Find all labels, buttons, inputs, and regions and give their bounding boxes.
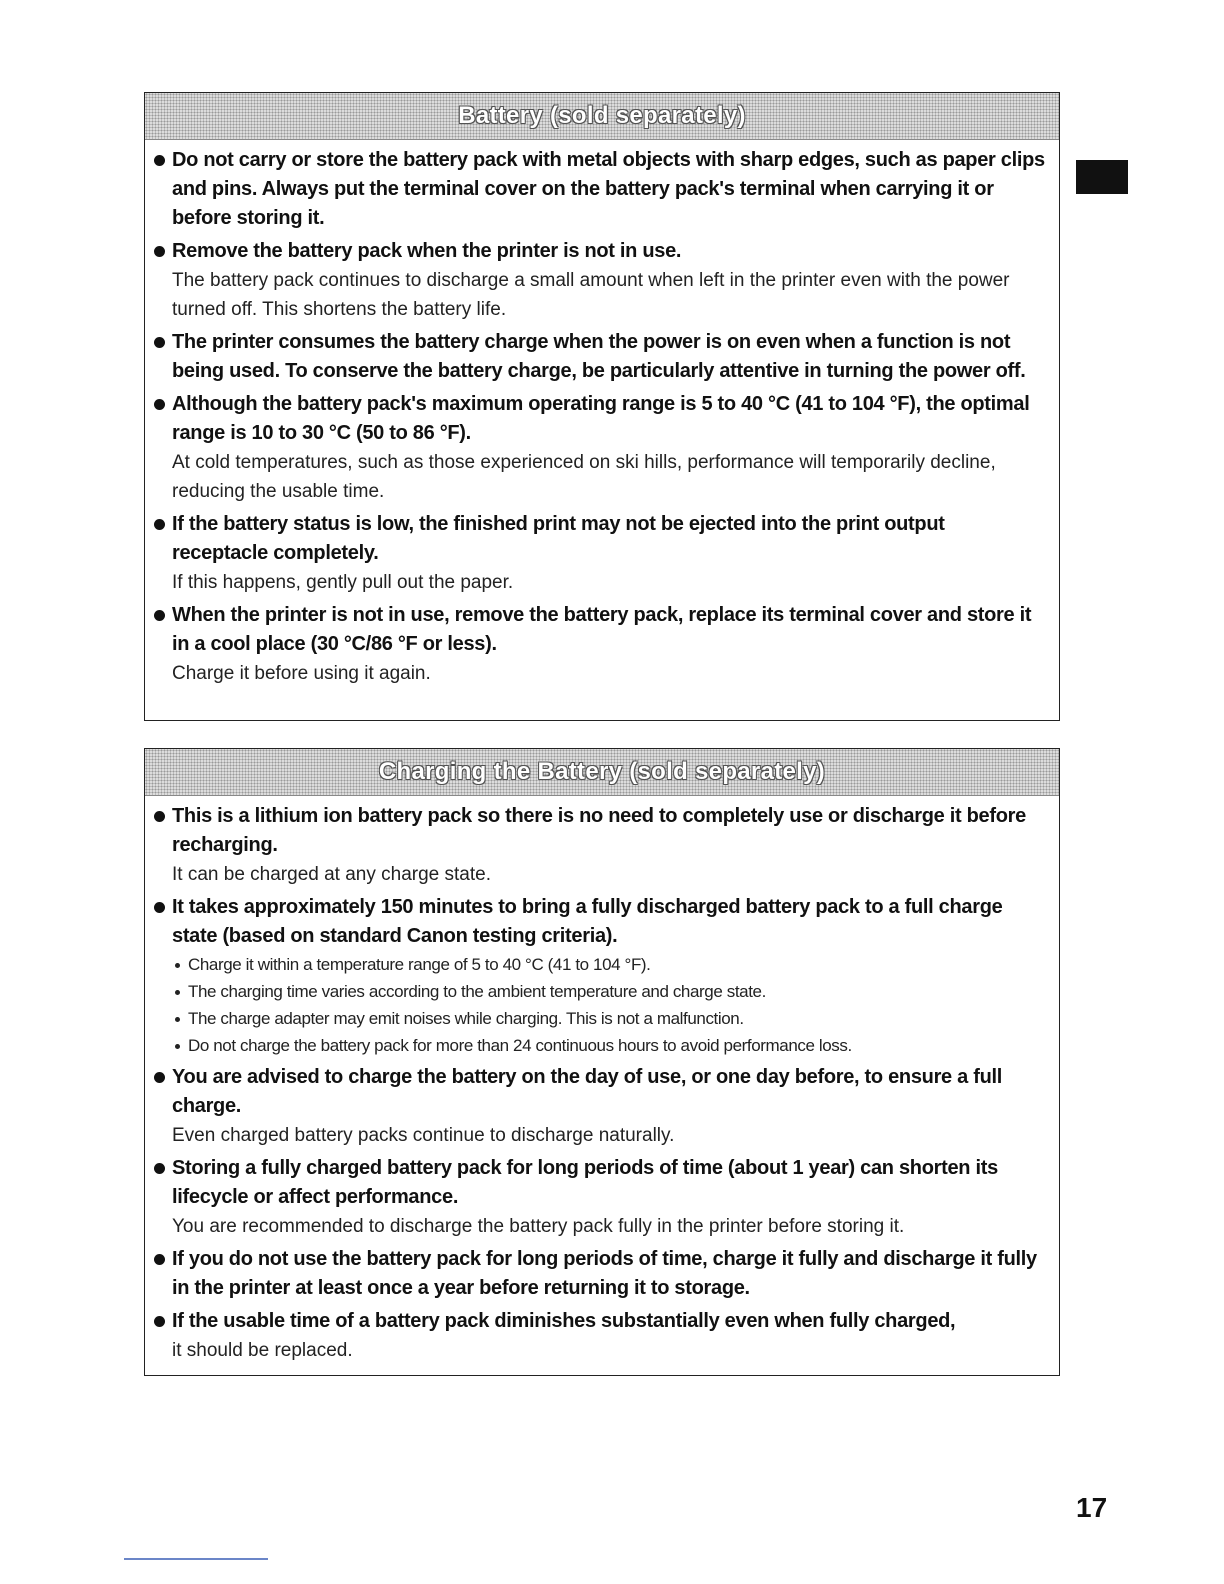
item-title: If you do not use the battery pack for long periods of time, charge it fully and discharge it fully in the printer at least once a year before returning it to storage. xyxy=(172,1248,1037,1299)
list-item xyxy=(151,237,1045,324)
sub-list-item xyxy=(172,1005,1045,1032)
item-title: It takes approximately 150 minutes to bring a fully discharged battery pack to a full charge state (based on standard Canon testing criteria). xyxy=(172,896,1003,947)
list-item xyxy=(151,390,1045,506)
charging-item-list xyxy=(145,796,1059,1365)
item-title: Do not carry or store the battery pack with metal objects with sharp edges, such as paper clips and pins. Always put the terminal cover on the battery pack's terminal when carrying it or before storing it. xyxy=(172,149,1045,229)
charging-section-header xyxy=(145,749,1059,796)
list-item xyxy=(151,1063,1045,1150)
small-bullet-icon xyxy=(175,1044,180,1049)
item-title: This is a lithium ion battery pack so there is no need to completely use or discharge it before recharging. xyxy=(172,805,1026,856)
item-body: The battery pack continues to discharge a small amount when left in the printer even with the power turned off. This shortens the battery life. xyxy=(172,270,1010,320)
list-item xyxy=(151,893,1045,1059)
list-item xyxy=(151,1154,1045,1241)
list-item xyxy=(151,328,1045,386)
item-title: Remove the battery pack when the printer is not in use. xyxy=(172,240,682,262)
footer-rule xyxy=(124,1558,268,1560)
list-item xyxy=(151,1245,1045,1303)
item-body: At cold temperatures, such as those experienced on ski hills, performance will temporarily decline, reducing the usable time. xyxy=(172,452,996,502)
battery-section-title: Battery (sold separately) xyxy=(458,102,746,129)
small-bullet-icon xyxy=(175,963,180,968)
list-item xyxy=(151,510,1045,597)
item-body: If this happens, gently pull out the paper. xyxy=(172,572,514,593)
bullet-icon xyxy=(154,1163,165,1174)
item-title: You are advised to charge the battery on the day of use, or one day before, to ensure a full charge. xyxy=(172,1066,1002,1117)
bullet-icon xyxy=(154,1316,165,1327)
sub-list-item xyxy=(172,978,1045,1005)
item-body: It can be charged at any charge state. xyxy=(172,864,491,885)
item-title: Although the battery pack's maximum operating range is 5 to 40 °C (41 to 104 °F), the optimal range is 10 to 30 °C (50 to 86 °F). xyxy=(172,393,1030,444)
sub-item-text: Do not charge the battery pack for more than 24 continuous hours to avoid performance loss. xyxy=(188,1036,852,1055)
charging-section xyxy=(144,748,1060,1376)
bullet-icon xyxy=(154,246,165,257)
sub-list-item xyxy=(172,951,1045,978)
battery-item-list xyxy=(145,140,1059,688)
chapter-tab-marker xyxy=(1076,160,1128,194)
item-body: Even charged battery packs continue to discharge naturally. xyxy=(172,1125,675,1146)
item-title: If the usable time of a battery pack diminishes substantially even when fully charged, xyxy=(172,1310,956,1332)
bullet-icon xyxy=(154,610,165,621)
list-item xyxy=(151,802,1045,889)
bullet-icon xyxy=(154,337,165,348)
page-number: 17 xyxy=(1076,1492,1108,1523)
item-title: Storing a fully charged battery pack for long periods of time (about 1 year) can shorten its lifecycle or affect performance. xyxy=(172,1157,998,1208)
small-bullet-icon xyxy=(175,990,180,995)
item-title: When the printer is not in use, remove the battery pack, replace its terminal cover and store it in a cool place (30 °C/86 °F or less). xyxy=(172,604,1032,655)
bullet-icon xyxy=(154,399,165,410)
item-title: If the battery status is low, the finished print may not be ejected into the print output receptacle completely. xyxy=(172,513,945,564)
list-item xyxy=(151,146,1045,233)
sub-list-item xyxy=(172,1032,1045,1059)
bullet-icon xyxy=(154,155,165,166)
sub-item-text: The charge adapter may emit noises while charging. This is not a malfunction. xyxy=(188,1009,744,1028)
item-body: it should be replaced. xyxy=(172,1340,353,1361)
bullet-icon xyxy=(154,902,165,913)
battery-section xyxy=(144,92,1060,721)
list-item xyxy=(151,1307,1045,1365)
battery-section-header xyxy=(145,93,1059,140)
sub-item-text: Charge it within a temperature range of 5 to 40 °C (41 to 104 °F). xyxy=(188,955,651,974)
item-body: You are recommended to discharge the battery pack fully in the printer before storing it. xyxy=(172,1216,905,1237)
item-title: The printer consumes the battery charge when the power is on even when a function is not being used. To conserve the battery charge, be particularly attentive in turning the power off. xyxy=(172,331,1026,382)
item-body: Charge it before using it again. xyxy=(172,663,431,684)
bullet-icon xyxy=(154,1254,165,1265)
sub-list xyxy=(172,951,1045,1059)
bullet-icon xyxy=(154,519,165,530)
charging-section-title: Charging the Battery (sold separately) xyxy=(378,758,826,785)
bullet-icon xyxy=(154,811,165,822)
bullet-icon xyxy=(154,1072,165,1083)
small-bullet-icon xyxy=(175,1017,180,1022)
list-item xyxy=(151,601,1045,688)
sub-item-text: The charging time varies according to the ambient temperature and charge state. xyxy=(188,982,766,1001)
